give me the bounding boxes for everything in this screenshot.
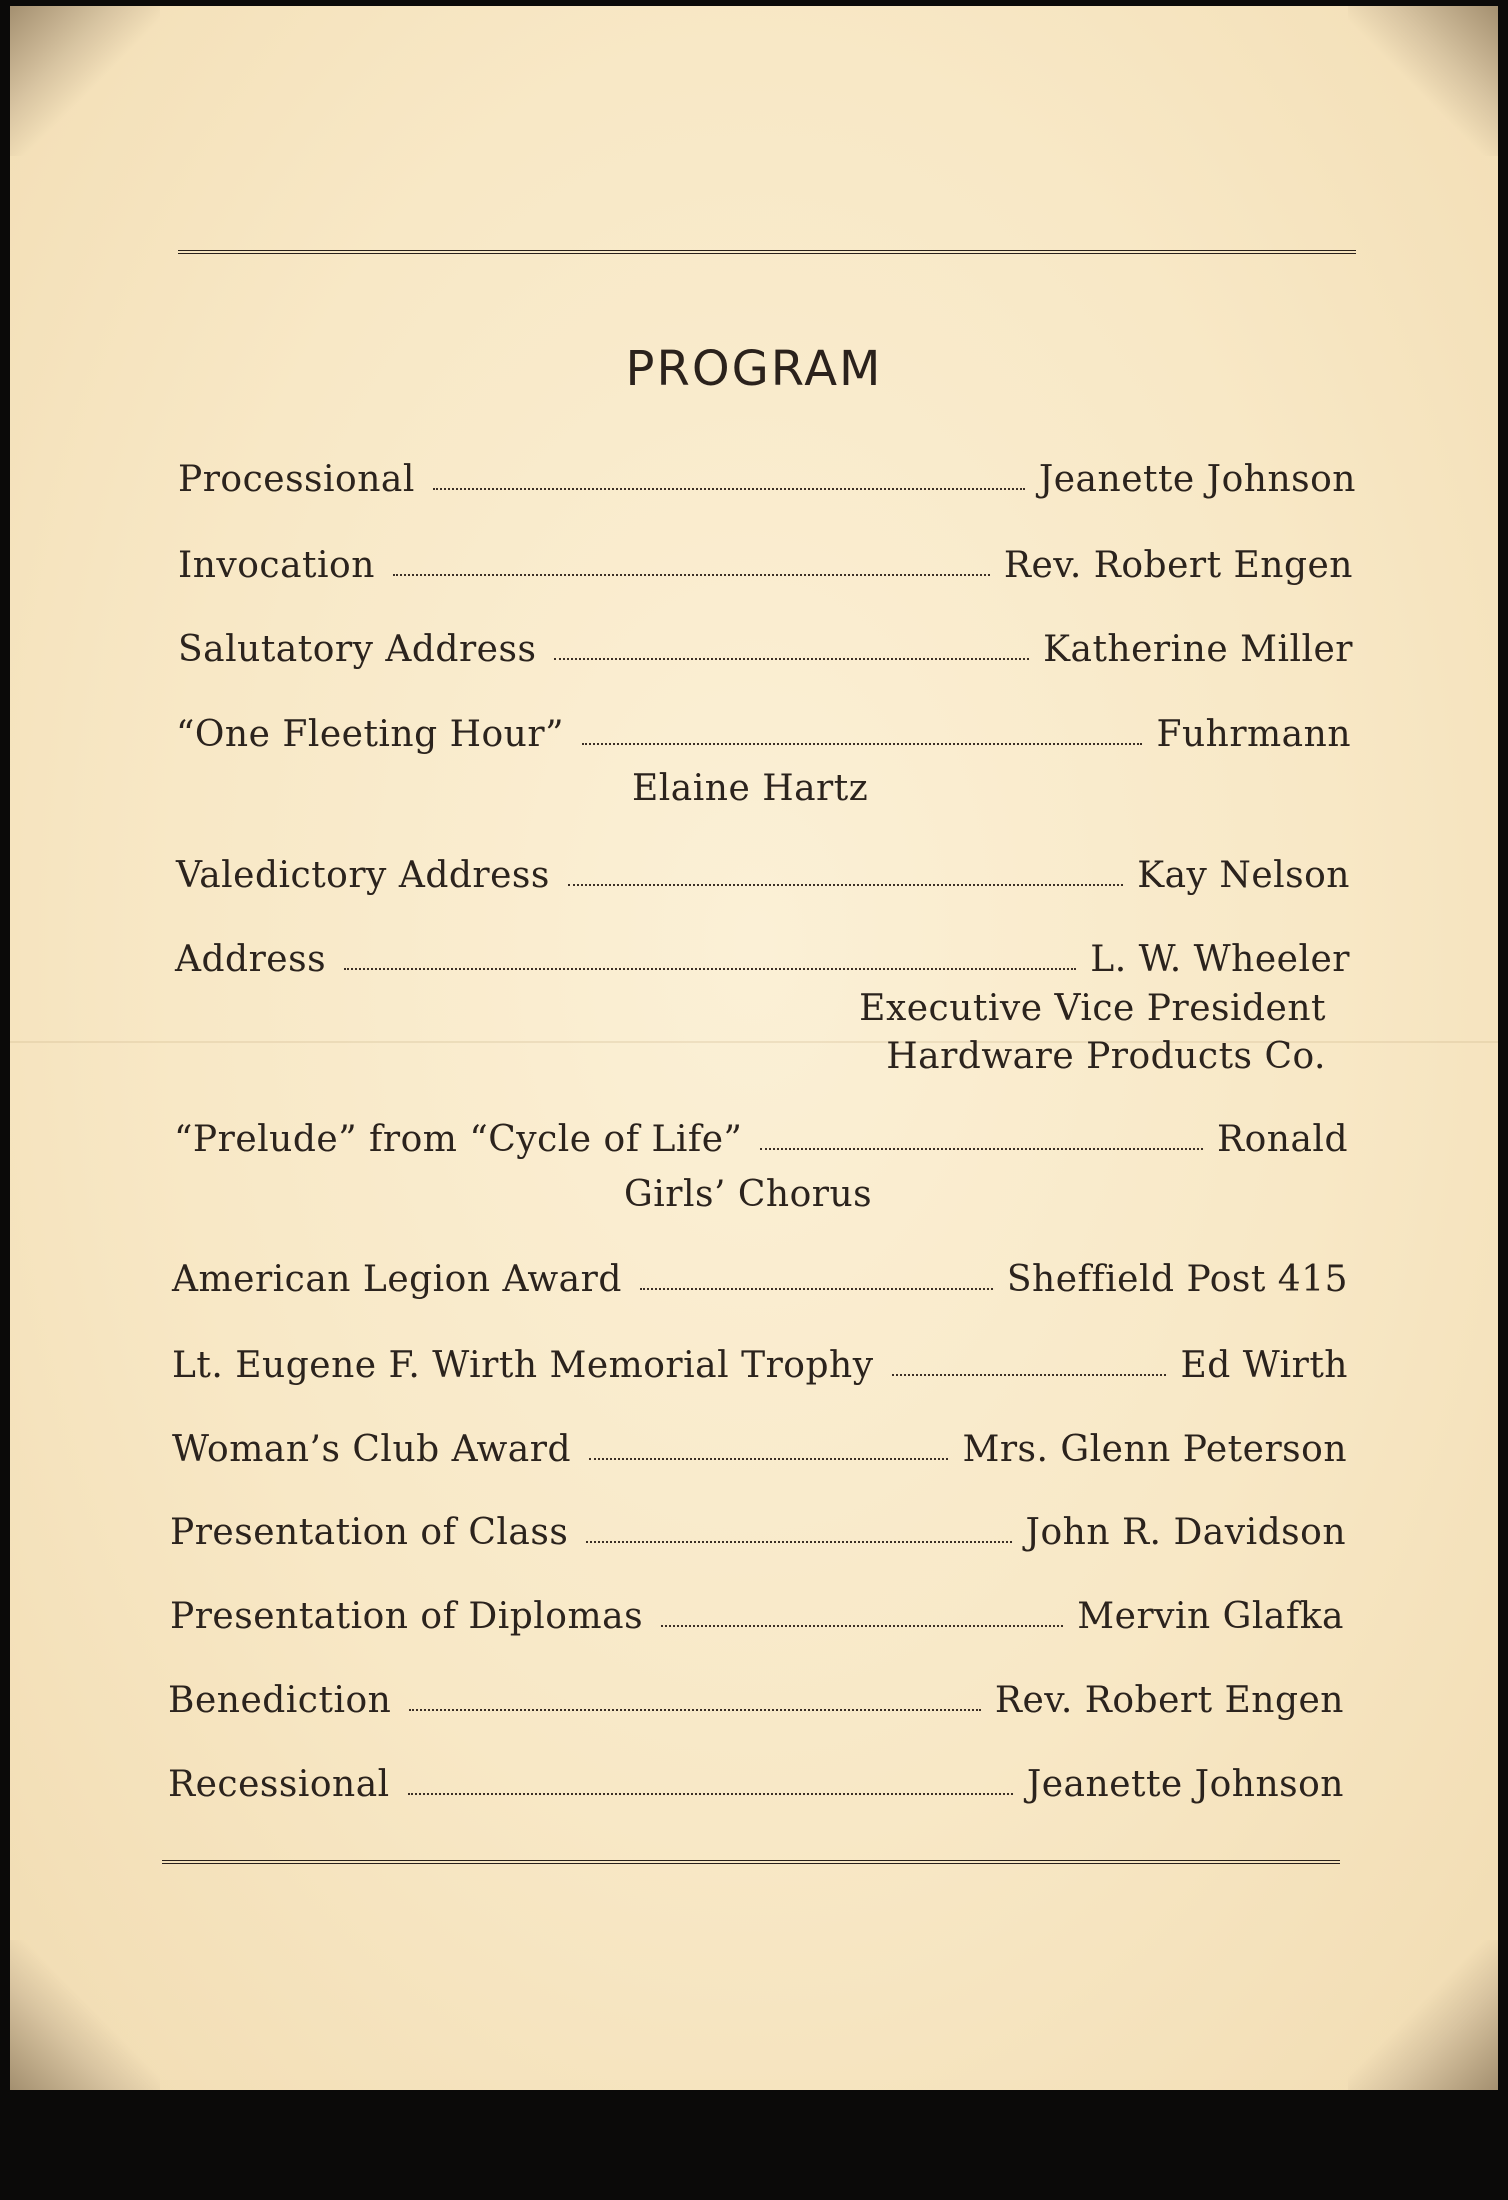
program-item-title: Salutatory Address	[178, 629, 537, 670]
corner-stain-top-left	[10, 6, 160, 156]
page-title: PROGRAM	[625, 341, 883, 397]
program-item-title: Recessional	[168, 1764, 390, 1805]
program-page	[10, 6, 1498, 2090]
program-item	[172, 1256, 1348, 1300]
program-item-performer: Kay Nelson	[1137, 855, 1350, 896]
program-item-composer: Fuhrmann	[1156, 714, 1351, 755]
dot-leader	[640, 1288, 993, 1290]
program-item	[170, 1593, 1344, 1637]
program-item-presenter: John R. Davidson	[1025, 1512, 1346, 1553]
program-item	[174, 1116, 1348, 1160]
dot-leader	[408, 1793, 1013, 1795]
program-item	[178, 626, 1353, 670]
dot-leader	[661, 1625, 1063, 1627]
top-ornamental-rule	[178, 250, 1356, 260]
program-item-speaker: L. W. Wheeler	[1090, 939, 1350, 980]
program-item	[172, 1342, 1348, 1386]
program-item-performer: Rev. Robert Engen	[994, 1680, 1344, 1721]
program-item	[175, 936, 1350, 980]
program-item	[168, 1677, 1344, 1721]
dot-leader	[554, 658, 1029, 660]
program-item-title: Address	[175, 939, 327, 980]
program-item-title: “One Fleeting Hour”	[176, 714, 564, 755]
program-item	[178, 456, 1356, 500]
program-item-title: Benediction	[168, 1680, 392, 1721]
speaker-company: Hardware Products Co.	[886, 1036, 1326, 1077]
dot-leader	[589, 1458, 948, 1460]
program-item-presenter: Mrs. Glenn Peterson	[962, 1429, 1347, 1470]
program-item	[176, 852, 1350, 896]
program-item-performer: Elaine Hartz	[632, 768, 869, 809]
dot-leader	[892, 1374, 1167, 1376]
speaker-title: Executive Vice President	[859, 988, 1326, 1029]
dot-leader	[433, 488, 1025, 490]
program-item-title: Invocation	[178, 545, 375, 586]
program-item-performer: Katherine Miller	[1043, 629, 1353, 670]
dot-leader	[760, 1148, 1203, 1150]
program-item	[176, 711, 1351, 755]
dot-leader	[409, 1709, 981, 1711]
corner-stain-top-right	[1348, 6, 1498, 156]
program-item-title: “Prelude” from “Cycle of Life”	[174, 1119, 743, 1160]
program-item-presenter: Sheffield Post 415	[1006, 1259, 1348, 1300]
program-item	[172, 1426, 1347, 1470]
program-item-title: Presentation of Class	[170, 1512, 569, 1553]
program-item-presenter: Mervin Glafka	[1077, 1596, 1344, 1637]
dot-leader	[568, 884, 1123, 886]
program-item-title: Lt. Eugene F. Wirth Memorial Trophy	[172, 1345, 874, 1386]
program-item-title: Valedictory Address	[176, 855, 550, 896]
program-item-title: Processional	[178, 459, 415, 500]
corner-stain-bottom-left	[10, 1940, 160, 2090]
bottom-ornamental-rule	[162, 1860, 1340, 1870]
program-item-title: American Legion Award	[172, 1259, 622, 1300]
dot-leader	[586, 1541, 1011, 1543]
program-item-performer: Rev. Robert Engen	[1003, 545, 1353, 586]
program-item	[170, 1509, 1346, 1553]
program-item-presenter: Ed Wirth	[1180, 1345, 1348, 1386]
program-item	[178, 542, 1353, 586]
dot-leader	[393, 574, 990, 576]
dot-leader	[582, 743, 1142, 745]
program-item-performer: Girls’ Chorus	[624, 1174, 873, 1215]
program-item	[168, 1761, 1344, 1805]
program-item-title: Woman’s Club Award	[172, 1429, 572, 1470]
program-item-performer: Jeanette Johnson	[1026, 1764, 1344, 1805]
corner-stain-bottom-right	[1348, 1940, 1498, 2090]
dot-leader	[344, 968, 1076, 970]
program-item-performer: Jeanette Johnson	[1038, 459, 1356, 500]
program-item-composer: Ronald	[1217, 1119, 1348, 1160]
program-item-title: Presentation of Diplomas	[170, 1596, 644, 1637]
